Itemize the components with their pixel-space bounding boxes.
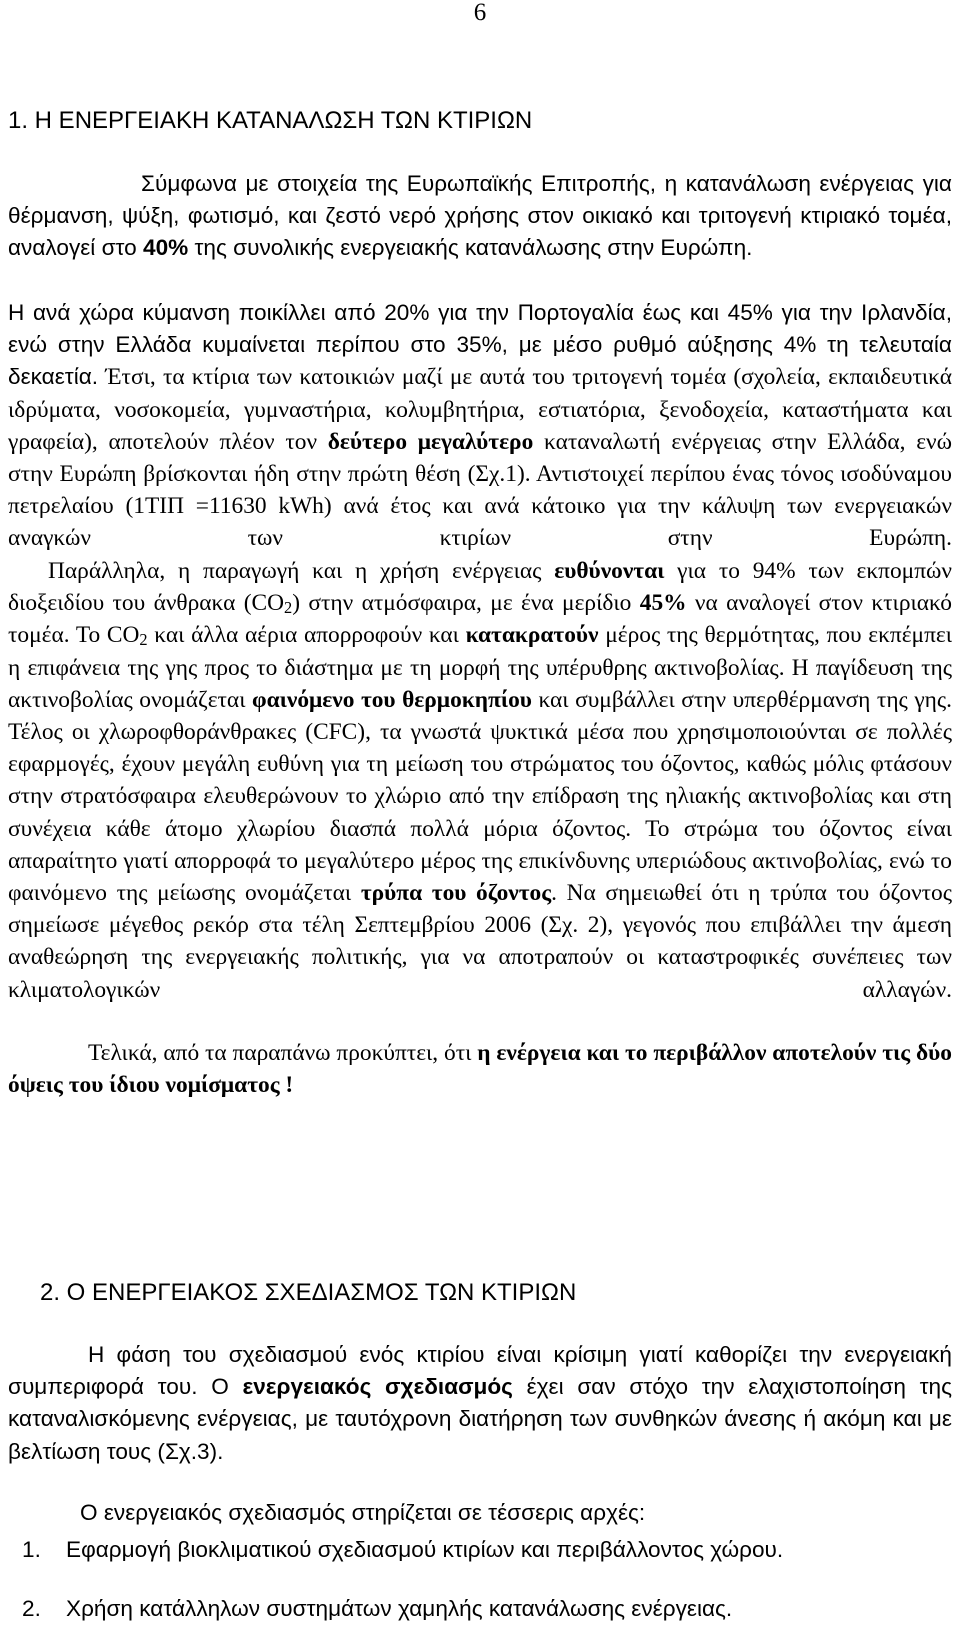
bold-energy-design: ενεργειακός σχεδιασμός <box>242 1374 513 1400</box>
page-number: 6 <box>473 0 487 26</box>
bold-percentage: 40% <box>143 235 189 261</box>
text: Παράλληλα, η παραγωγή και η χρήση ενέργειας <box>48 558 555 584</box>
list-number: 1. <box>22 1537 41 1562</box>
text: και συμβάλλει στην υπερθέρμανση της γης. Τέλος οι χλωροφθοράνθρακες (CFC), τα γνωστά ψυκτικά μέσα που χρησιμοποιούνται σε πολλές εφαρμογές, έχουν μεγάλη ευθύνη για τη μείωση του στρώματος του όζοντος, καθώς μόλις φτάσουν στην στρατόσφαιρα ελευθερώνουν το χλώριο από την επίδραση της ηλιακής ακτινοβολίας και στη συνέχεια κάθε άτομο χλωρίου διασπά πολλά μόρια όζοντος. Το στρώμα του όζοντος είναι απαραίτητο γιατί απορροφά το μεγαλύτερο μέρος της επικίνδυνης υπεριώδους ακτινοβολίας, ενώ το φαινόμενο της μείωσης ονομάζεται <box>8 686 952 907</box>
paragraph-eu-consumption <box>8 168 952 265</box>
bold-ozone-hole: τρύπα του όζοντος <box>360 880 552 907</box>
text-country-range: Η ανά χώρα κύμανση ποικίλλει από 20% για την Πορτογαλία έως και 45% για την Ιρλανδία, ενώ στην Ελλάδα κυμαίνεται περίπου στο 35%, με μέσο ρυθμό αύξησης 4% τη τελευταία δεκαετία. <box>8 300 952 390</box>
bold-retain: κατακρατούν <box>465 622 599 649</box>
text: Τελικά, από τα παραπάνω προκύπτει, ότι <box>88 1040 478 1066</box>
paragraph-design-phase <box>8 1339 952 1468</box>
text: . Να σημειωθεί ότι η τρύπα του όζοντος σημείωσε μέγεθος ρεκόρ στα τέλη Σεπτεμβρίου 2006 (Σχ. 2), γεγονός που επιβάλλει την άμεση αναθεώρηση της ενεργειακής πολιτικής, για να αποτραπούν οι καταστροφικές συνέπειες των κλιματολογικών αλλαγών. <box>8 880 953 1003</box>
list-number: 2. <box>22 1596 41 1621</box>
text: Έτσι, τα κτίρια των κατοικιών μαζί με αυτά του τριτογενή τομέα (σχολεία, εκπαιδευτικά ιδρύματα, νοσοκομεία, γυμναστήρια, κολυμβητήρια, εστιατόρια, ξενοδοχεία, καταστήματα και γραφεία), αποτελούν πλέον τον <box>8 364 952 455</box>
subscript: 2 <box>139 630 148 650</box>
bold-second-largest: δεύτερο μεγαλύτερο <box>327 428 534 455</box>
text: της συνολικής ενεργειακής κατανάλωσης στην Ευρώπη. <box>188 235 753 261</box>
list-item <box>8 1594 732 1624</box>
bold-responsible: ευθύνονται <box>554 558 665 584</box>
paragraph-country-variation <box>8 297 952 555</box>
text: έχει σαν στόχο την ελαχιστοποίηση της καταναλισκόμενης ενέργειας, με ταυτόχρονη διατήρηση των συνθηκών άνεσης ή ακόμη και με βελτίωση τους (Σχ.3). <box>8 1374 952 1464</box>
list-item <box>8 1535 783 1565</box>
bold-share: 45% <box>639 590 687 617</box>
list-text: Εφαρμογή βιοκλιματικού σχεδιασμού κτιρίων και περιβάλλοντος χώρου. <box>66 1537 784 1562</box>
list-text: Χρήση κατάλληλων συστημάτων χαμηλής κατανάλωσης ενέργειας. <box>66 1596 733 1621</box>
bold-greenhouse-effect: φαινόμενο του θερμοκηπίου <box>252 686 532 713</box>
text: ) στην ατμόσφαιρα, με ένα μερίδιο <box>292 590 640 617</box>
text: για το 94% των εκπομπών διοξειδίου του άνθρακα (CO <box>8 558 952 617</box>
principles-intro: Ο ενεργειακός σχεδιασμός στηρίζεται σε τέσσερις αρχές: <box>80 1500 646 1525</box>
text: να αναλογεί στον κτιριακό τομέα. Το CO <box>8 590 953 649</box>
text: Η φάση του σχεδιασμού ενός κτιρίου είναι κρίσιμη γιατί καθορίζει την ενεργειακή συμπεριφορά του. Ο <box>8 1342 952 1400</box>
section-heading-energy-design: 2. Ο ΕΝΕΡΓΕΙΑΚΟΣ ΣΧΕΔΙΑΣΜΟΣ ΤΩΝ ΚΤΙΡΙΩΝ <box>40 1279 577 1306</box>
paragraph-conclusion <box>8 1037 952 1101</box>
paragraph-emissions <box>8 555 952 1006</box>
text: και άλλα αέρια απορροφούν και <box>147 622 466 649</box>
bold-conclusion: η ενέργεια και το περιβάλλον αποτελούν τις δύο όψεις του ίδιου νομίσματος ! <box>8 1040 952 1099</box>
section-heading-energy-consumption: 1. Η ΕΝΕΡΓΕΙΑΚΗ ΚΑΤΑΝΑΛΩΣΗ ΤΩΝ ΚΤΙΡΙΩΝ <box>8 107 533 134</box>
text: Σύμφωνα με στοιχεία της Ευρωπαϊκής Επιτροπής, η κατανάλωση ενέργειας για θέρμανση, ψύξη, φωτισμό, και ζεστό νερό χρήσης στον οικιακό και τριτογενή κτιριακό τομέα, αναλογεί στο <box>8 171 952 261</box>
text: μέρος της θερμότητας, που εκπέμπει η επιφάνεια της γης προς το διάστημα με τη μορφή της υπέρυθρης ακτινοβολίας. Η παγίδευση της ακτινοβολίας ονομάζεται <box>8 622 953 713</box>
subscript: 2 <box>284 598 293 618</box>
text: καταναλωτή ενέργειας στην Ελλάδα, ενώ στην Ευρώπη βρίσκονται ήδη στην πρώτη θέση (Σχ.1). Αντιστοιχεί περίπου ένας τόνος ισοδύναμου πετρελαίου (1ΤΙΠ =11630 kWh) ανά έτος και ανά κάτοικο για την κάλυψη των ενεργειακών αναγκών των κτιρίων στην Ευρώπη. <box>8 428 952 552</box>
